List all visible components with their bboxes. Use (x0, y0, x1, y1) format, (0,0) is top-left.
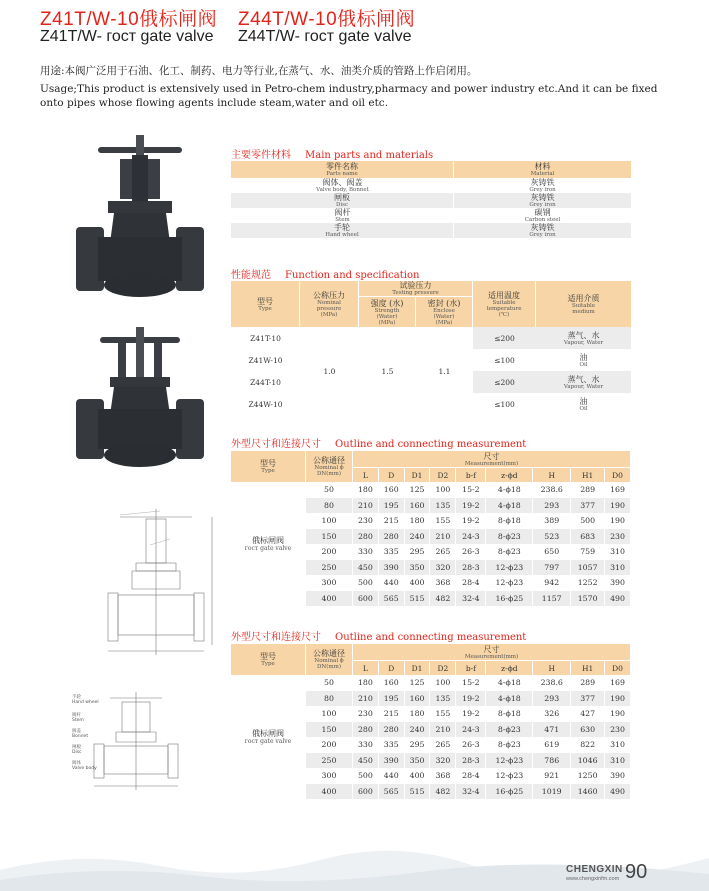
title-cn-2: Z44T/W-10俄标闸阀 (238, 9, 416, 30)
table-cell: 786 (533, 753, 571, 769)
table-cell: 24-3 (456, 722, 486, 738)
materials-header-material: 材料 Material (530, 162, 555, 177)
table-cell: 265 (430, 544, 456, 560)
spec-row: Z44W-10 ≤100 油 Oil (248, 396, 588, 412)
materials-table (231, 161, 631, 238)
table-cell: 80 (306, 691, 353, 707)
outline-header-dn: 公称通径 Nominal ϕ DN(mm) (306, 644, 353, 675)
materials-row: 阀杆 Stem 碳钢 Carbon steel (334, 208, 561, 223)
outline-col-header: b-f (456, 468, 486, 482)
table-cell: 160 (405, 691, 431, 707)
table-cell: 28-3 (456, 753, 486, 769)
outline-col-header: b-f (456, 661, 486, 675)
table-cell: 300 (306, 575, 353, 591)
table-cell: 125 (405, 675, 431, 691)
spec-header-type: 型号 Type (231, 281, 300, 327)
technical-drawing-2 (70, 690, 200, 800)
technical-drawing-1 (100, 505, 218, 665)
outline-col-header: H1 (571, 468, 605, 482)
table-cell: 320 (430, 753, 456, 769)
table-cell: 28-3 (456, 560, 486, 576)
table-cell: 230 (353, 513, 379, 529)
table-cell: 4-ϕ18 (486, 482, 533, 498)
table-cell: 330 (353, 737, 379, 753)
outline-col-header: L (353, 468, 379, 482)
drawing-label-bonnet-en: Bonnet (72, 734, 89, 739)
table-cell: 300 (306, 768, 353, 784)
materials-row: 阀体、阀盖 Valve body, Bonnet 灰铸铁 Grey iron (316, 178, 556, 193)
table-cell: 289 (571, 675, 605, 691)
table-cell: 210 (353, 691, 379, 707)
table-cell: 100 (306, 706, 353, 722)
table-cell: 1460 (571, 784, 605, 800)
footer-url: www.chengxinfm.com (566, 876, 620, 882)
table-cell: 180 (353, 482, 379, 498)
usage-en-1: Usage;This product is extensively used in Petro-chem industry,pharmacy and power industry etc.And it can be fixed (40, 83, 658, 95)
table-cell: 500 (353, 768, 379, 784)
table-cell: 230 (605, 529, 631, 545)
table-cell: 565 (379, 784, 405, 800)
table-cell: 265 (430, 737, 456, 753)
table-cell: 280 (379, 722, 405, 738)
spec-title (231, 266, 419, 281)
table-cell: 210 (430, 722, 456, 738)
table-cell: 683 (571, 529, 605, 545)
table-cell: 326 (533, 706, 571, 722)
table-cell: 169 (605, 675, 631, 691)
table-cell: 523 (533, 529, 571, 545)
outline-table-1 (231, 451, 631, 606)
materials-title-cn: 主要零件材料 (231, 150, 291, 161)
drawing-label-body-en: Valve body (72, 766, 97, 771)
table-cell: 440 (379, 768, 405, 784)
table-cell: 180 (405, 706, 431, 722)
valve-photo-2 (70, 325, 210, 475)
table-cell: 19-2 (456, 706, 486, 722)
outline-col-header: D2 (430, 468, 456, 482)
table-cell: 80 (306, 498, 353, 514)
outline2-title-en: Outline and connecting measurement (335, 632, 527, 643)
outline-col-header: D1 (405, 468, 431, 482)
outline-header-dn: 公称通径 Nominal ϕ DN(mm) (306, 451, 353, 482)
outline-col-header: D (379, 468, 405, 482)
table-cell: 400 (405, 575, 431, 591)
table-cell: 200 (306, 544, 353, 560)
table-cell: 32-4 (456, 591, 486, 607)
table-cell: 335 (379, 544, 405, 560)
table-cell: 240 (405, 529, 431, 545)
table-cell: 1057 (571, 560, 605, 576)
table-cell: 822 (571, 737, 605, 753)
table-cell: 238.6 (533, 482, 571, 498)
table-cell: 160 (405, 498, 431, 514)
table-cell: 32-4 (456, 784, 486, 800)
table-cell: 215 (379, 706, 405, 722)
usage-cn: 用途:本阀广泛用于石油、化工、制药、电力等行业,在蒸气、水、油类介质的管路上作启闭用。 (40, 65, 478, 77)
table-cell: 500 (571, 513, 605, 529)
spec-header-medium: 适用介质 Suitable medium (567, 293, 600, 315)
table-row (231, 482, 631, 498)
table-cell: 150 (306, 529, 353, 545)
table-cell: 19-2 (456, 513, 486, 529)
table-cell: 400 (306, 591, 353, 607)
spec-table (231, 281, 631, 415)
table-cell: 650 (533, 544, 571, 560)
outline1-title-en: Outline and connecting measurement (335, 439, 527, 450)
table-cell: 389 (533, 513, 571, 529)
outline-table-2 (231, 644, 631, 799)
outline-header-type: 型号 Type (231, 644, 306, 675)
valve-photo-1 (70, 135, 210, 305)
spec-row: Z41W-10 ≤100 油 Oil (248, 352, 588, 368)
table-cell: 293 (533, 691, 571, 707)
table-cell: 310 (605, 753, 631, 769)
table-cell: 368 (430, 575, 456, 591)
table-cell: 390 (605, 575, 631, 591)
table-cell: 1046 (571, 753, 605, 769)
table-cell: 293 (533, 498, 571, 514)
table-cell: 4-ϕ18 (486, 691, 533, 707)
table-cell: 19-2 (456, 498, 486, 514)
table-cell: 26-3 (456, 737, 486, 753)
table-cell: 230 (605, 722, 631, 738)
table-cell: 440 (379, 575, 405, 591)
title-cn-1: Z41T/W-10俄标闸阀 (40, 9, 218, 30)
table-cell: 280 (353, 722, 379, 738)
table-cell: 190 (605, 498, 631, 514)
table-cell: 390 (605, 768, 631, 784)
table-cell: 565 (379, 591, 405, 607)
table-cell: 1250 (571, 768, 605, 784)
spec-title-en: Function and specification (285, 270, 420, 281)
materials-header-row (231, 161, 631, 178)
table-cell: 190 (605, 706, 631, 722)
outline-header-measurement: 尺寸 Measurement(mm) (353, 451, 631, 468)
spec-row: Z44T-10 ≤200 蒸气、水 Vapour, Water (231, 371, 631, 393)
outline1-title-cn: 外型尺寸和连接尺寸 (231, 439, 321, 450)
drawing-label-stem-cn: 阀杆 (72, 713, 81, 718)
table-cell: 135 (430, 498, 456, 514)
table-cell: 28-4 (456, 575, 486, 591)
table-cell: 390 (379, 560, 405, 576)
table-cell: 8-ϕ23 (486, 737, 533, 753)
table-cell: 942 (533, 575, 571, 591)
table-cell: 280 (379, 529, 405, 545)
table-cell: 180 (353, 675, 379, 691)
table-cell: 280 (353, 529, 379, 545)
table-cell: 100 (430, 675, 456, 691)
table-cell: 471 (533, 722, 571, 738)
table-cell: 50 (306, 482, 353, 498)
table-cell: 190 (605, 691, 631, 707)
table-cell: 4-ϕ18 (486, 675, 533, 691)
outline2-title-cn: 外型尺寸和连接尺寸 (231, 632, 321, 643)
table-cell: 8-ϕ18 (486, 706, 533, 722)
drawing-label-handwheel-cn: 手轮 (72, 695, 81, 700)
table-cell: 8-ϕ23 (486, 722, 533, 738)
table-cell: 482 (430, 591, 456, 607)
usage-en-2: onto pipes whose flowing agents include steam,water and oil etc. (40, 97, 389, 109)
table-cell: 135 (430, 691, 456, 707)
footer-brand: CHENGXIN (566, 864, 623, 875)
table-cell: 155 (430, 513, 456, 529)
drawing-label-handwheel-en: Hand wheel (72, 700, 99, 705)
table-cell: 4-ϕ18 (486, 498, 533, 514)
table-cell: 320 (430, 560, 456, 576)
table-cell: 490 (605, 784, 631, 800)
spec-header-strength: 强度 (水) Strength (Water) (MPa) (359, 297, 416, 327)
table-cell: 310 (605, 544, 631, 560)
title-en-2: Z44T/W- гост gate valve (238, 28, 412, 45)
table-cell: 215 (379, 513, 405, 529)
spec-row: Z41T-10 1.0 1.5 1.1 ≤200 蒸气、水 Vapour, Water (231, 327, 631, 349)
outline-col-header: z-ϕd (486, 661, 533, 675)
table-cell: 600 (353, 591, 379, 607)
page-number: 90 (625, 861, 648, 883)
table-cell: 8-ϕ18 (486, 513, 533, 529)
table-cell: 368 (430, 768, 456, 784)
table-row (231, 675, 631, 691)
outline-type-cell: 俄标闸阀 гост gate valve (231, 482, 306, 606)
table-cell: 759 (571, 544, 605, 560)
table-cell: 921 (533, 768, 571, 784)
usage-block (40, 64, 680, 110)
table-cell: 169 (605, 482, 631, 498)
drawing-label-disc-cn: 闸板 (72, 745, 81, 750)
table-cell: 100 (306, 513, 353, 529)
table-cell: 289 (571, 482, 605, 498)
table-cell: 450 (353, 753, 379, 769)
table-cell: 500 (353, 575, 379, 591)
table-cell: 12-ϕ23 (486, 560, 533, 576)
table-cell: 630 (571, 722, 605, 738)
spec-header-pressure: 公称压力 Nominal pressure (MPa) (300, 281, 359, 327)
table-cell: 160 (379, 675, 405, 691)
table-cell: 335 (379, 737, 405, 753)
table-cell: 1570 (571, 591, 605, 607)
table-cell: 24-3 (456, 529, 486, 545)
outline-col-header: H (533, 661, 571, 675)
outline-col-header: D1 (405, 661, 431, 675)
drawing-label-disc-en: Disc (72, 750, 82, 755)
table-cell: 155 (430, 706, 456, 722)
table-cell: 797 (533, 560, 571, 576)
table-cell: 310 (605, 560, 631, 576)
drawing-label-bonnet-cn: 阀盖 (72, 729, 81, 734)
table-cell: 180 (405, 513, 431, 529)
table-cell: 15-2 (456, 675, 486, 691)
table-cell: 240 (405, 722, 431, 738)
table-cell: 600 (353, 784, 379, 800)
table-cell: 19-2 (456, 691, 486, 707)
outline-header-type: 型号 Type (231, 451, 306, 482)
outline-col-header: H1 (571, 661, 605, 675)
table-cell: 295 (405, 544, 431, 560)
table-cell: 1157 (533, 591, 571, 607)
outline-col-header: D2 (430, 661, 456, 675)
materials-title (231, 146, 433, 161)
table-cell: 12-ϕ23 (486, 753, 533, 769)
table-cell: 125 (405, 482, 431, 498)
table-cell: 195 (379, 498, 405, 514)
spec-title-cn: 性能规范 (231, 270, 271, 281)
outline2-title (231, 628, 526, 643)
table-cell: 28-4 (456, 768, 486, 784)
outline-col-header: D (379, 661, 405, 675)
materials-row: 手轮 Hand wheel 灰铸铁 Grey iron (231, 223, 631, 238)
table-cell: 250 (306, 753, 353, 769)
table-cell: 490 (605, 591, 631, 607)
table-cell: 619 (533, 737, 571, 753)
table-cell: 310 (605, 737, 631, 753)
table-cell: 1252 (571, 575, 605, 591)
table-cell: 400 (306, 784, 353, 800)
materials-title-en: Main parts and materials (305, 150, 434, 161)
table-cell: 8-ϕ23 (486, 544, 533, 560)
table-cell: 250 (306, 560, 353, 576)
table-cell: 427 (571, 706, 605, 722)
table-cell: 238.6 (533, 675, 571, 691)
table-cell: 450 (353, 560, 379, 576)
table-cell: 230 (353, 706, 379, 722)
outline-col-header: L (353, 661, 379, 675)
table-cell: 350 (405, 753, 431, 769)
drawing-label-stem-en: Stem (72, 718, 84, 723)
table-cell: 377 (571, 691, 605, 707)
table-cell: 515 (405, 784, 431, 800)
drawing-label-body-cn: 阀体 (72, 761, 81, 766)
outline-header-measurement: 尺寸 Measurement(mm) (353, 644, 631, 661)
spec-header-test: 试验压力 Testing pressure (359, 281, 473, 297)
table-cell: 1019 (533, 784, 571, 800)
spec-pressure-value: 1.0 (323, 366, 336, 376)
spec-strength-value: 1.5 (381, 366, 394, 376)
spec-seal-value: 1.1 (438, 366, 451, 376)
table-cell: 50 (306, 675, 353, 691)
table-cell: 26-3 (456, 544, 486, 560)
table-cell: 190 (605, 513, 631, 529)
table-cell: 377 (571, 498, 605, 514)
table-cell: 16-ϕ25 (486, 784, 533, 800)
table-cell: 100 (430, 482, 456, 498)
table-cell: 482 (430, 784, 456, 800)
table-cell: 12-ϕ23 (486, 768, 533, 784)
title-en-1: Z41T/W- гост gate valve (40, 28, 214, 45)
table-cell: 16-ϕ25 (486, 591, 533, 607)
table-cell: 150 (306, 722, 353, 738)
outline-col-header: D0 (605, 661, 631, 675)
table-cell: 195 (379, 691, 405, 707)
materials-row: 闸板 Disc 灰铸铁 Grey iron (231, 193, 631, 208)
spec-header-seal: 密封 (水) Enclose (Water) (MPa) (416, 297, 473, 327)
table-cell: 15-2 (456, 482, 486, 498)
table-cell: 400 (405, 768, 431, 784)
table-cell: 350 (405, 560, 431, 576)
table-cell: 12-ϕ23 (486, 575, 533, 591)
table-cell: 330 (353, 544, 379, 560)
outline-type-cell: 俄标闸阀 гост gate valve (231, 675, 306, 799)
materials-header-part: 零件名称 Parts name (231, 161, 454, 178)
outline-col-header: D0 (605, 468, 631, 482)
table-cell: 515 (405, 591, 431, 607)
outline1-title (231, 435, 526, 450)
outline-col-header: H (533, 468, 571, 482)
table-cell: 160 (379, 482, 405, 498)
outline-col-header: z-ϕd (486, 468, 533, 482)
table-cell: 295 (405, 737, 431, 753)
table-cell: 8-ϕ23 (486, 529, 533, 545)
table-cell: 200 (306, 737, 353, 753)
table-cell: 210 (430, 529, 456, 545)
spec-header-temp: 适用温度 Suitable temperature (℃) (473, 281, 536, 327)
table-cell: 210 (353, 498, 379, 514)
table-cell: 390 (379, 753, 405, 769)
